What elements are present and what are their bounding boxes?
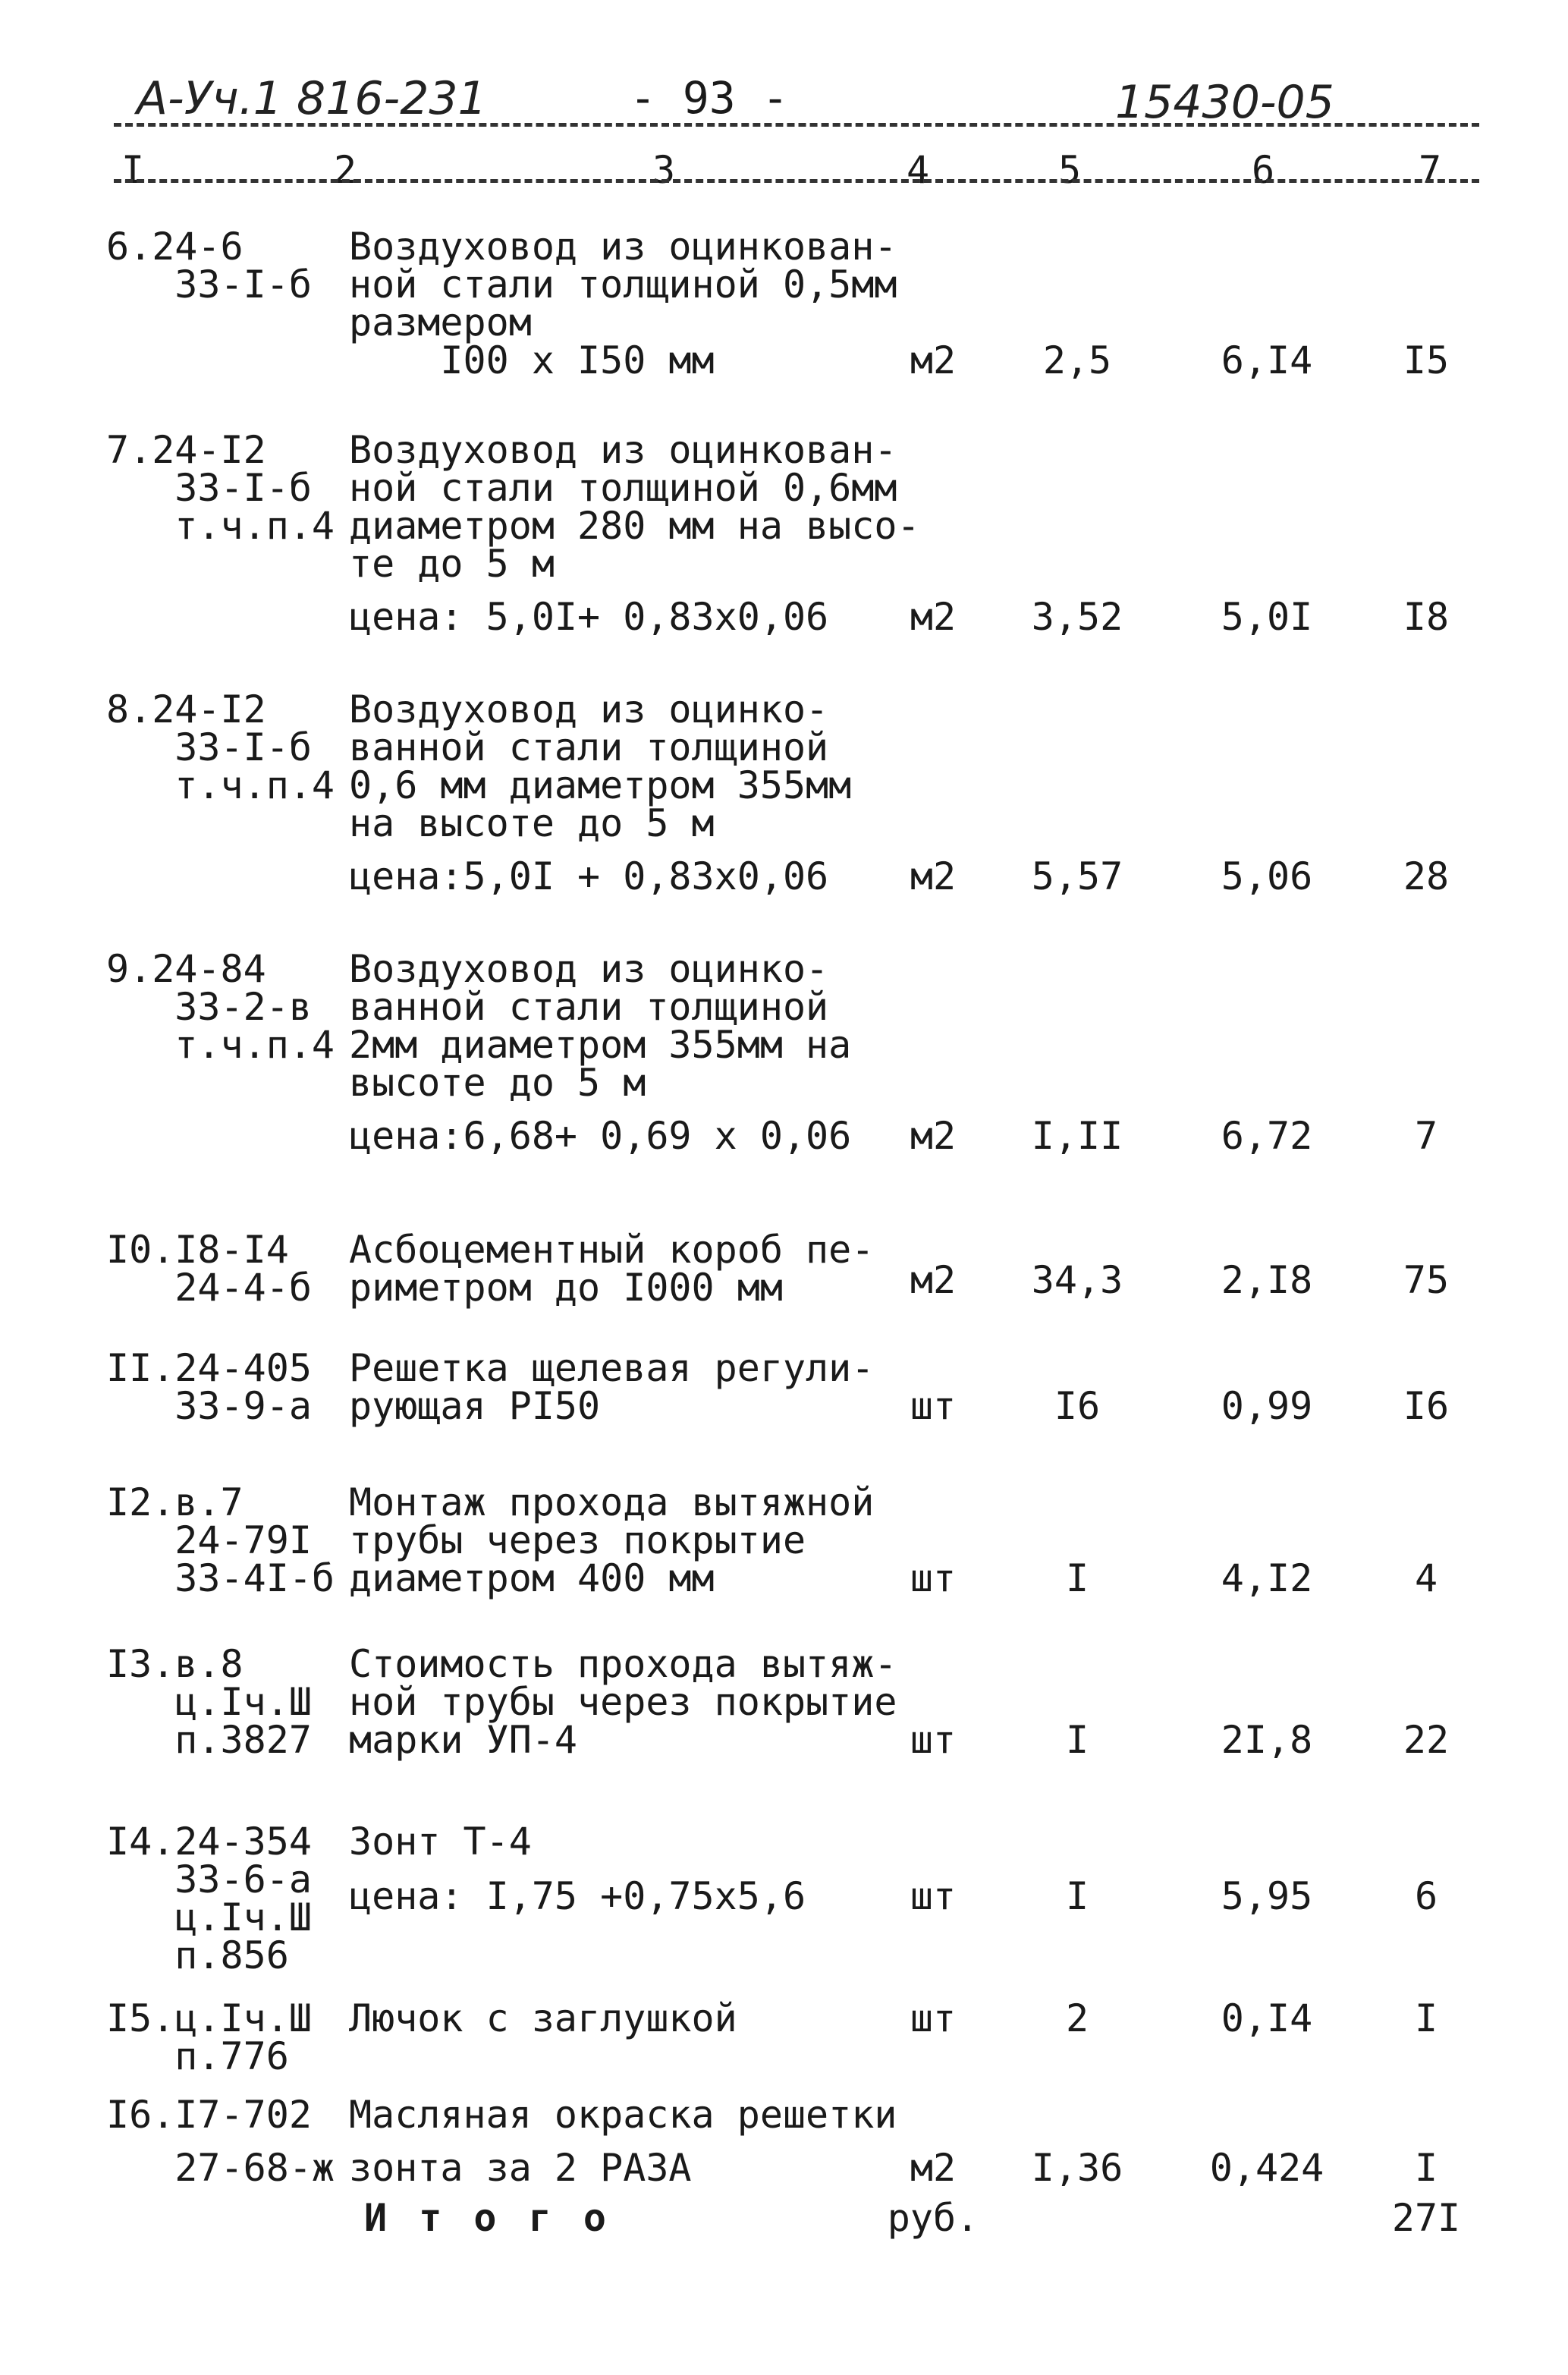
item-unit-price: 5,06 — [1221, 854, 1313, 898]
item-code: 8.24-I2 33-I-б т.ч.п.4 — [106, 687, 335, 807]
grand-total: 27I — [1391, 2196, 1461, 2240]
item-unit: м2 — [910, 1258, 957, 1302]
item-code: 6.24-6 33-I-б — [106, 225, 312, 307]
item-unit-price: 4,I2 — [1221, 1556, 1313, 1600]
item-total: I6 — [1403, 1384, 1450, 1428]
item-description: Лючок с заглушкой — [349, 1996, 737, 2040]
item-unit-price: 0,99 — [1221, 1384, 1313, 1428]
item-unit: шт — [910, 1874, 957, 1918]
item-total: 22 — [1403, 1718, 1450, 1762]
item-unit-price: 6,72 — [1221, 1114, 1313, 1158]
item-unit-price: 0,I4 — [1221, 1996, 1313, 2040]
total-label: И т о г о — [364, 2196, 611, 2240]
item-total: I — [1414, 1996, 1438, 2040]
column-number-5: 5 — [1058, 148, 1082, 192]
item-quantity: 3,52 — [1031, 595, 1123, 639]
item-description: Воздуховод из оцинкован- ной стали толщиной 0,6мм диаметром 280 мм на высо- те до 5 м цена: 5,0I+ 0,83х0,06 — [349, 428, 920, 639]
item-quantity: I6 — [1054, 1384, 1101, 1428]
item-quantity: 2 — [1065, 1996, 1089, 2040]
item-code: I0.I8-I4 24-4-б — [106, 1228, 312, 1310]
item-code: 9.24-84 33-2-в т.ч.п.4 — [106, 947, 335, 1067]
item-description: Масляная окраска решетки зонта за 2 РАЗА — [349, 2093, 897, 2190]
item-unit: шт — [910, 1556, 957, 1600]
item-description: Решетка щелевая регули- рующая РI50 — [349, 1346, 875, 1428]
item-unit-price: 2,I8 — [1221, 1258, 1313, 1302]
item-total: I5 — [1403, 338, 1450, 382]
item-total: 6 — [1414, 1874, 1438, 1918]
item-description: Монтаж прохода вытяжной трубы через покрытие диаметром 400 мм — [349, 1480, 875, 1600]
item-quantity: I — [1065, 1874, 1089, 1918]
item-unit: шт — [910, 1996, 957, 2040]
page-number: - 93 - — [630, 72, 789, 124]
item-unit: м2 — [910, 338, 957, 382]
column-number-2: 2 — [334, 148, 357, 192]
total-unit: руб. — [887, 2196, 979, 2240]
item-code: II.24-405 33-9-а — [106, 1346, 312, 1428]
item-description: Стоимость прохода вытяж- ной трубы через покрытие марки УП-4 — [349, 1642, 897, 1762]
item-code: I3.в.8 ц.Iч.Ш п.3827 — [106, 1642, 312, 1762]
item-description: Асбоцементный короб пе- риметром до I000 мм — [349, 1228, 875, 1310]
item-code: I4.24-354 33-6-а ц.Iч.Ш п.856 — [106, 1820, 312, 1977]
item-code: I6.I7-702 27-68-ж — [106, 2093, 335, 2190]
item-unit: шт — [910, 1384, 957, 1428]
item-description: Зонт Т-4 цена: I,75 +0,75х5,6 — [349, 1820, 806, 1918]
item-quantity: 34,3 — [1031, 1258, 1123, 1302]
item-unit-price: 2I,8 — [1221, 1718, 1313, 1762]
item-code: I2.в.7 24-79I 33-4I-б — [106, 1480, 335, 1600]
item-total: 75 — [1403, 1258, 1450, 1302]
item-unit: м2 — [910, 2146, 957, 2190]
column-number-3: 3 — [652, 148, 676, 192]
column-number-4: 4 — [907, 148, 930, 192]
item-description: Воздуховод из оцинко- ванной стали толщиной 0,6 мм диаметром 355мм на высоте до 5 м цена:5,0I + 0,83х0,06 — [349, 687, 852, 898]
item-unit: шт — [910, 1718, 957, 1762]
item-quantity: I — [1065, 1556, 1089, 1600]
item-total: 28 — [1403, 854, 1450, 898]
column-number-6: 6 — [1252, 148, 1275, 192]
item-total: 7 — [1414, 1114, 1438, 1158]
item-description: Воздуховод из оцинкован- ной стали толщиной 0,5мм размером I00 х I50 мм — [349, 225, 897, 382]
item-unit-price: 5,0I — [1221, 595, 1313, 639]
item-unit-price: 0,424 — [1209, 2146, 1324, 2190]
header-divider-top — [114, 123, 1479, 127]
item-unit: м2 — [910, 854, 957, 898]
item-quantity: 5,57 — [1031, 854, 1123, 898]
header-divider-bottom — [114, 179, 1479, 183]
item-unit-price: 6,I4 — [1221, 338, 1313, 382]
item-quantity: I — [1065, 1718, 1089, 1762]
column-number-1: I — [121, 148, 145, 192]
item-code: I5.ц.Iч.Ш п.776 — [106, 1996, 312, 2078]
item-total: 4 — [1414, 1556, 1438, 1600]
header-handwritten-number: 15430-05 — [1115, 76, 1334, 129]
item-unit: м2 — [910, 595, 957, 639]
item-quantity: I,36 — [1031, 2146, 1123, 2190]
item-unit-price: 5,95 — [1221, 1874, 1313, 1918]
item-description: Воздуховод из оцинко- ванной стали толщиной 2мм диаметром 355мм на высоте до 5 м цена:6,68+ 0,69 х 0,06 — [349, 947, 852, 1158]
item-code: 7.24-I2 33-I-б т.ч.п.4 — [106, 428, 335, 548]
header-handwritten-code: А-Уч.1 816-231 — [137, 72, 487, 125]
item-total: I — [1414, 2146, 1438, 2190]
item-total: I8 — [1403, 595, 1450, 639]
item-unit: м2 — [910, 1114, 957, 1158]
column-number-7: 7 — [1419, 148, 1442, 192]
item-quantity: I,II — [1031, 1114, 1123, 1158]
item-quantity: 2,5 — [1042, 338, 1112, 382]
